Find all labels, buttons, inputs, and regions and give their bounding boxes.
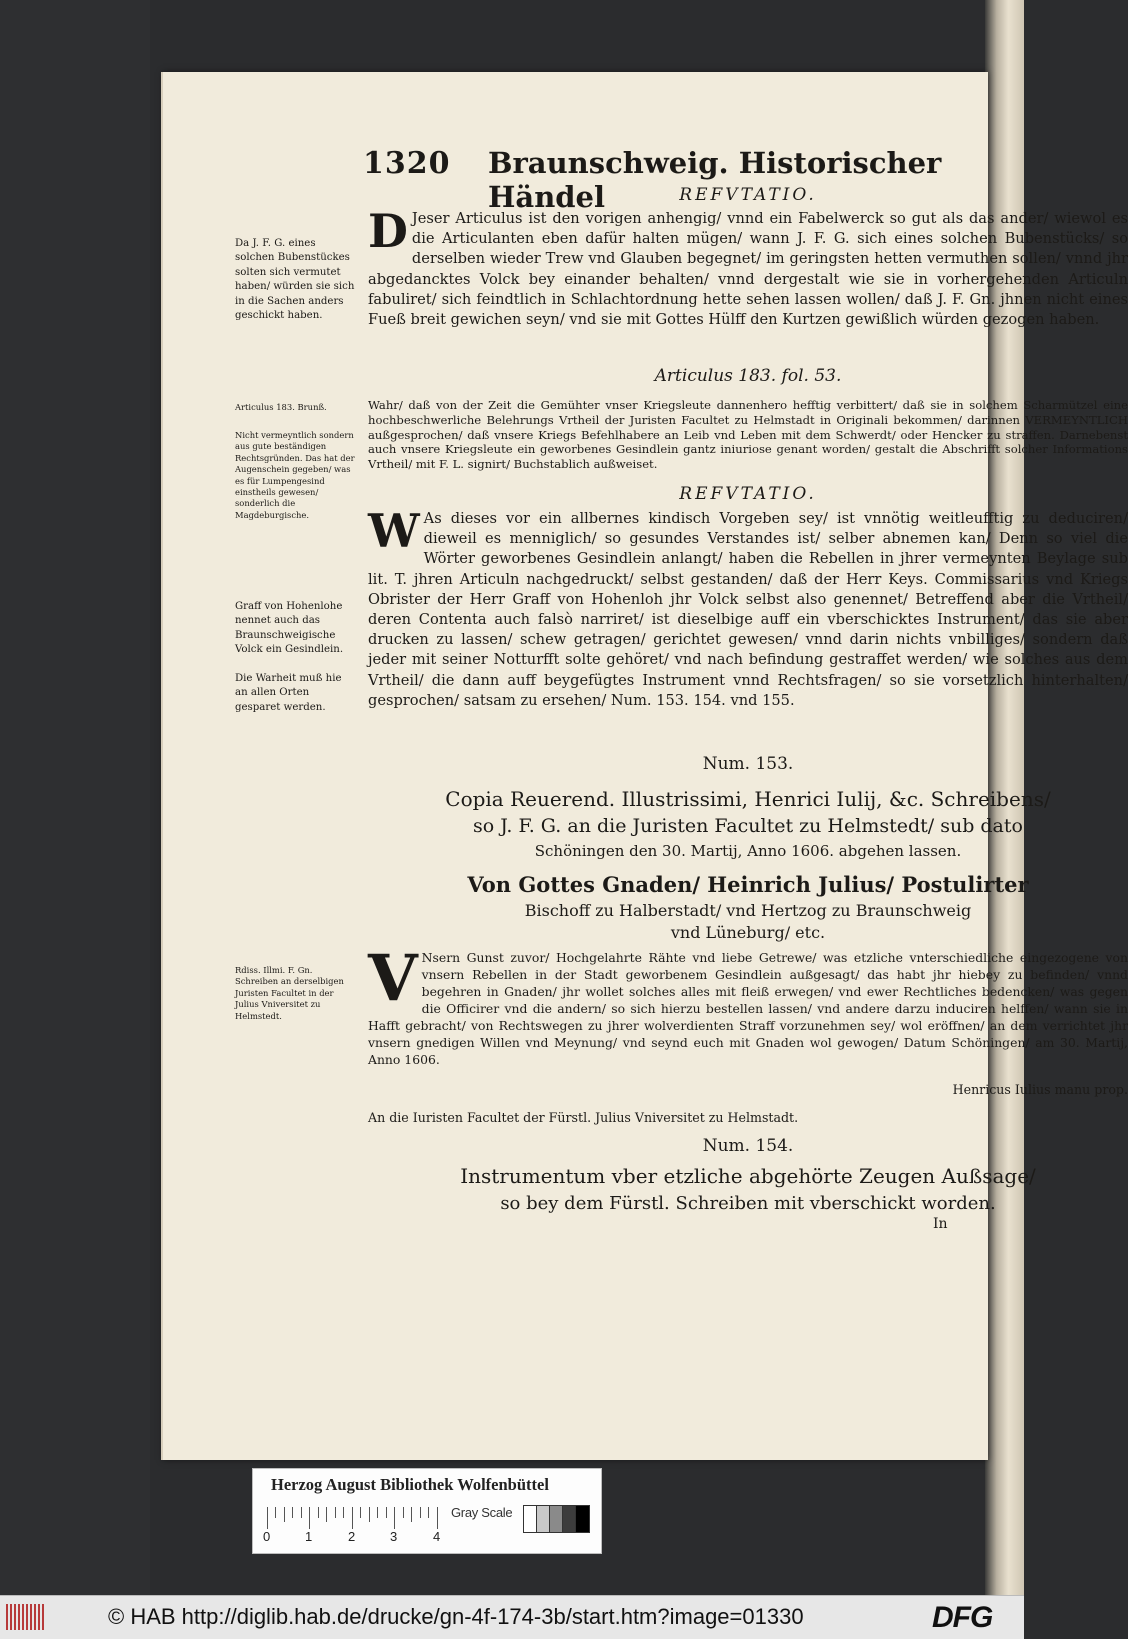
num-153-heading: Num. 153. xyxy=(702,754,794,774)
color-calibration-bar xyxy=(252,1468,602,1554)
ruler-label: 1 xyxy=(305,1529,313,1544)
dropcap: W xyxy=(368,504,420,558)
instrumentum-line-2: so bey dem Fürstl. Schreiben mit vberschickt worden. xyxy=(500,1193,996,1214)
barcode-icon xyxy=(6,1604,46,1630)
dropcap: D xyxy=(368,204,408,258)
margin-note: Da J. F. G. eines solchen Bubenstückes solten sich vermutet haben/ würden sie sich in die Sachen anders geschickt haben. xyxy=(235,238,355,322)
ruler xyxy=(267,1507,439,1529)
margin-note: Graff von Hohenlohe nennet auch das Braunschweigische Volck ein Gesindlein. xyxy=(235,601,344,656)
ruler-label: 2 xyxy=(348,1529,356,1544)
refutatio-heading-1: REFVTATIO. xyxy=(679,185,817,205)
margin-note: Die Warheit muß hie an allen Orten gesparet werden. xyxy=(235,673,342,713)
title-line-3: vnd Lüneburg/ etc. xyxy=(670,923,826,942)
dropcap: V xyxy=(368,941,418,1016)
book-page xyxy=(163,72,1128,1460)
copia-line-2: so J. F. G. an die Juristen Facultet zu Helmstedt/ sub dato xyxy=(473,815,1023,837)
signature: Henricus Iulius manu prop. xyxy=(952,1082,1128,1097)
gray-scale-label: Gray Scale xyxy=(451,1505,513,1520)
viewer-footer xyxy=(0,1595,1024,1639)
refutatio-paragraph-1 xyxy=(368,204,1128,330)
scan-background xyxy=(0,0,150,1595)
copia-line-1: Copia Reuerend. Illustrissimi, Henrici Iulij, &c. Schreibens/ xyxy=(445,787,1051,811)
ruler-label: 4 xyxy=(433,1529,441,1544)
ruler-label: 0 xyxy=(263,1529,271,1544)
letter-paragraph xyxy=(368,941,1128,1068)
refutatio-paragraph-2 xyxy=(368,504,1128,711)
margin-note: Nicht vermeyntlich sondern aus gute beständigen Rechtsgründen. Das hat der Augenschein gegeben/ was es für Lumpengesind einstheils gewesen/ sonderlich die Magdeburgische. xyxy=(235,430,355,520)
num-154-heading: Num. 154. xyxy=(702,1136,794,1156)
dfg-logo: DFG xyxy=(932,1601,993,1634)
ruler-label: 3 xyxy=(390,1529,398,1544)
copyright-link[interactable]: © HAB http://diglib.hab.de/drucke/gn-4f-174-3b/start.htm?image=01330 xyxy=(108,1604,804,1629)
instrumentum-line-1: Instrumentum vber etzliche abgehörte Zeugen Außsage/ xyxy=(460,1164,1036,1188)
refutatio-heading-2: REFVTATIO. xyxy=(679,484,817,504)
page-number: 1320 xyxy=(363,146,451,181)
title-line-2: Bischoff zu Halberstadt/ vnd Hertzog zu Braunschweig xyxy=(524,901,972,920)
running-title: Braunschweig. Historischer Händel xyxy=(488,146,942,214)
paragraph-text: Nsern Gunst zuvor/ Hochgelahrte Rähte vnd liebe Getrewe/ was etzliche vnterschiedliche eingezogene von vnsern Rebellen in der Stadt geworbenem Gesindlein außgesagt/ das habt jhr hiebey zu befinden/ vnnd begehren in Gnaden/ jhr wollet solches alles mit fleiß erwegen/ vnd ewer Rechtliches bedencken/ was gegen die Officirer vnd die andern/ so sich hierzu bestellen lassen/ vnd andere darzu induciren helffen/ wann sie in Hafft gebracht/ von Rechtswegen zu jhrer wolverdienten Straff vorzunehmen sey/ wol eröffnen/ an dem verrichtet jhr vnsern gnedigen Willen vnd Meynung/ vnd seynd euch mit Gnaden wol gewogen/ Datum Schöningen/ am 30. Martij, Anno 1606. xyxy=(368,950,1128,1067)
paragraph-text: As dieses vor ein allbernes kindisch Vorgeben sey/ ist vnnötig weitleufftig zu deduciren/ dieweil es menniglich/ so gesundes Verstandes ist/ selber abnemen kan/ Denn so viel die Wörter geworbenes Gesindlein anlangt/ haben die Rebellen in jhrer vermeynten Beylage sub lit. T. jhren Articuln nachgedruckt/ selbst gestanden/ daß der Herr Keys. Commissarius vnd Kriegs Obrister der Herr Graff von Hohenloh jhr Volck selbst also genennet/ Betreffend aber die Vrtheil/ deren Contenta auch falsò narriret/ ist dieselbige auff ein vberschicktes Instrument/ das sie aber drucken zu lassen/ schew getragen/ gerichtet gewesen/ vnnd darin nichts vnbilliges/ sondern daß jeder mit seiner Notturfft solte gehöret/ vnd nach befindung gestraffet werden/ wie solches aus dem Vrtheil/ die dann auff beygefügtes Instrument vnnd Rechtsfragen/ so sie vorsetzlich hinterhalten/ gesprochen/ satsam zu ersehen/ Num. 153. 154. vnd 155. xyxy=(368,510,1128,709)
gray-swatch xyxy=(575,1505,590,1533)
copia-line-3: Schöningen den 30. Martij, Anno 1606. abgehen lassen. xyxy=(534,842,962,860)
paragraph-text: Jeser Articulus ist den vorigen anhengig/ vnnd ein Fabelwerck so gut als das ander/ wiewol es die Articulanten eben dafür halten mügen/ wann J. F. G. sich eines solchen Bubenstücks/ so derselben wieder Trew vnd Glauben begegnet/ im geringsten hetten vermuthen sollen/ vnnd jhr abgedancktes Volck bey einander behalten/ vnnd dergestalt wie sie in vorhergehenden Articuln fabuliret/ sich feindtlich in Schlachtordnung hette sehen lassen wollen/ daß J. F. Gn. jhnen nicht eines Fueß breit gewichen seyn/ vnd sie mit Gottes Hülff den Kurtzen gewißlich würden gezogen haben. xyxy=(368,210,1128,329)
library-name: Herzog August Bibliothek Wolfenbüttel xyxy=(271,1475,549,1494)
margin-note: Articulus 183. Brunß. xyxy=(235,402,327,412)
letter-address: An die Iuristen Facultet der Fürstl. Julius Vniversitet zu Helmstadt. xyxy=(368,1110,799,1125)
articulus-heading: Articulus 183. fol. 53. xyxy=(654,366,842,386)
articulus-paragraph: Wahr/ daß von der Zeit die Gemühter vnser Kriegsleute dannenhero hefftig verbittert/ daß sie in solchem Scharmützel eine hochbeschwerliche Belehrungs Vrtheil der Juristen Facultet zu Helmstadt in Originali bekommen/ darinnen VERMEYNTLICH außgesprochen/ daß vnsere Kriegs Befehlhabere an Leib vnd Leben mit dem Schwerdt/ oder Hencker zu straffen. Darnebenst auch vnsere Kriegsleute ein geworbenes Gesindlein gantz iniuriose genant worden/ gestalt die Abschrifft solcher Informations Vrtheil/ mit F. L. signirt/ Buchstablich außweiset. xyxy=(368,398,1128,472)
title-line-1: Von Gottes Gnaden/ Heinrich Julius/ Postulirter xyxy=(467,872,1029,897)
catchword: In xyxy=(933,1216,948,1232)
margin-note: Rdiss. Illmi. F. Gn. Schreiben an derselbigen Juristen Facultet in der Julius Vniversitet zu Helmstedt. xyxy=(235,965,344,1021)
